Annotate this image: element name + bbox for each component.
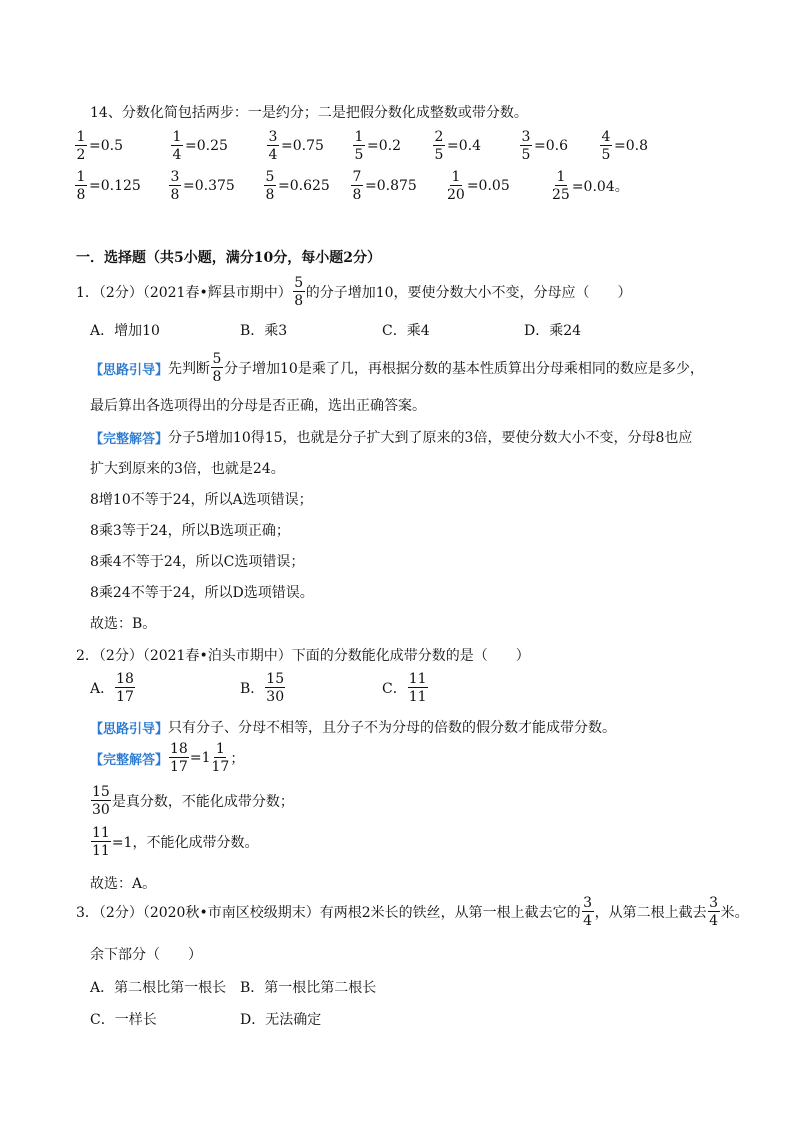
q1-answer-line: 8乘3等于24，所以B选项正确； (90, 523, 290, 539)
fraction-item: $\frac{1}{4}$ =0.25 (172, 129, 228, 163)
hint-tag: 【思路引导】 (90, 721, 169, 737)
q2-answer: 【完整解答】 $\frac{18}{17}$ =1 $\frac{1}{17}$ ； (90, 741, 245, 775)
q3-option-d[interactable]: D．无法确定 (240, 1012, 322, 1028)
q3-option-a[interactable]: A．第二根比第一根长 (90, 980, 227, 996)
fraction: $\frac{5}{8}$ (212, 351, 222, 385)
fraction-item: $\frac{1}{5}$ =0.2 (354, 129, 401, 163)
fraction-item: $\frac{5}{8}$ =0.625 (265, 169, 330, 203)
q2-option-c[interactable]: C． $\frac{11}{11}$ (382, 671, 427, 705)
q2-hint: 【思路引导】 只有分子、分母不相等，且分子不为分母的倍数的假分数才能成带分数。 (90, 717, 616, 737)
answer-tag: 【完整解答】 (90, 752, 169, 768)
section-title: 一．选择题（共5小题，满分10分，每小题2分） (76, 250, 381, 266)
q2-conclusion: 故选：A。 (90, 876, 157, 892)
fraction: $\frac{3}{4}$ (583, 895, 593, 929)
q3-option-c[interactable]: C．一样长 (90, 1012, 157, 1028)
question-1-stem: 1．（2分）（2021春•辉县市期中） $\frac{5}{8}$ 的分子增加10，要使分数大小不变，分母应（ ） (76, 275, 632, 309)
fraction: $\frac{3}{4}$ (709, 895, 719, 929)
q2-option-a[interactable]: A． $\frac{18}{17}$ (90, 671, 134, 705)
fraction-item: $\frac{4}{5}$ =0.8 (601, 129, 648, 163)
fraction-item: $\frac{7}{8}$ =0.875 (352, 169, 417, 203)
fraction-item: $\frac{1}{25}$ =0.04。 (552, 169, 629, 203)
q1-answer-line: 8增10不等于24，所以A选项错误； (90, 492, 313, 508)
hint-tag: 【思路引导】 (90, 362, 169, 378)
q1-answer-line-2: 扩大到原来的3倍，也就是24。 (90, 461, 285, 477)
q1-conclusion: 故选：B。 (90, 616, 157, 632)
fraction-item: $\frac{1}{2}$ =0.5 (76, 129, 123, 163)
note-14-text: 14、分数化简包括两步：一是约分；二是把假分数化成整数或带分数。 (90, 105, 528, 121)
q1-answer: 【完整解答】 分子5增加10得15，也就是分子扩大到了原来的3倍，要使分数大小不变，分母8也应 (90, 427, 692, 447)
q1-answer-line: 8乘4不等于24，所以C选项错误； (90, 554, 305, 570)
fraction-item: $\frac{3}{5}$ =0.6 (521, 129, 568, 163)
q1-hint-line-2: 最后算出各选项得出的分母是否正确，选出正确答案。 (90, 398, 426, 414)
q1-option-d[interactable]: D．乘24 (524, 323, 582, 339)
fraction-item: $\frac{3}{8}$ =0.375 (170, 169, 235, 203)
q2-option-b[interactable]: B． $\frac{15}{30}$ (240, 671, 285, 705)
q1-option-a[interactable]: A．增加10 (90, 323, 160, 339)
fraction-item: $\frac{2}{5}$ =0.4 (434, 129, 481, 163)
q3-option-b[interactable]: B．第一根比第二根长 (240, 980, 377, 996)
question-3-stem: 3．（2分）（2020秋•市南区校级期末）有两根2米长的铁丝，从第一根上截去它的 $\frac{3}{4}$ ，从第二根上截去 $\frac{3}{4}$ 米。 (76, 895, 749, 929)
q1-option-c[interactable]: C．乘4 (382, 323, 430, 339)
q1-option-b[interactable]: B．乘3 (240, 323, 288, 339)
q2-answer-line: $\frac{11}{11}$ =1，不能化成带分数。 (92, 825, 259, 859)
q3-stem-line-2: 余下部分（ ） (90, 947, 202, 963)
q1-hint: 【思路引导】 先判断 $\frac{5}{8}$ 分子增加10是乘了几，再根据分数的基本性质算出分母乘相同的数应是多少， (90, 351, 704, 385)
fraction-item: $\frac{1}{8}$ =0.125 (76, 169, 141, 203)
answer-tag: 【完整解答】 (90, 431, 169, 447)
fraction-item: $\frac{1}{20}$ =0.05 (447, 169, 510, 203)
question-2-stem: 2．（2分）（2021春•泊头市期中）下面的分数能化成带分数的是（ ） (76, 648, 530, 664)
fraction: $\frac{5}{8}$ (294, 275, 304, 309)
q1-answer-line: 8乘24不等于24，所以D选项错误。 (90, 585, 314, 601)
q2-answer-line: $\frac{15}{30}$ 是真分数，不能化成带分数； (92, 784, 294, 818)
fraction-item: $\frac{3}{4}$ =0.75 (268, 129, 324, 163)
